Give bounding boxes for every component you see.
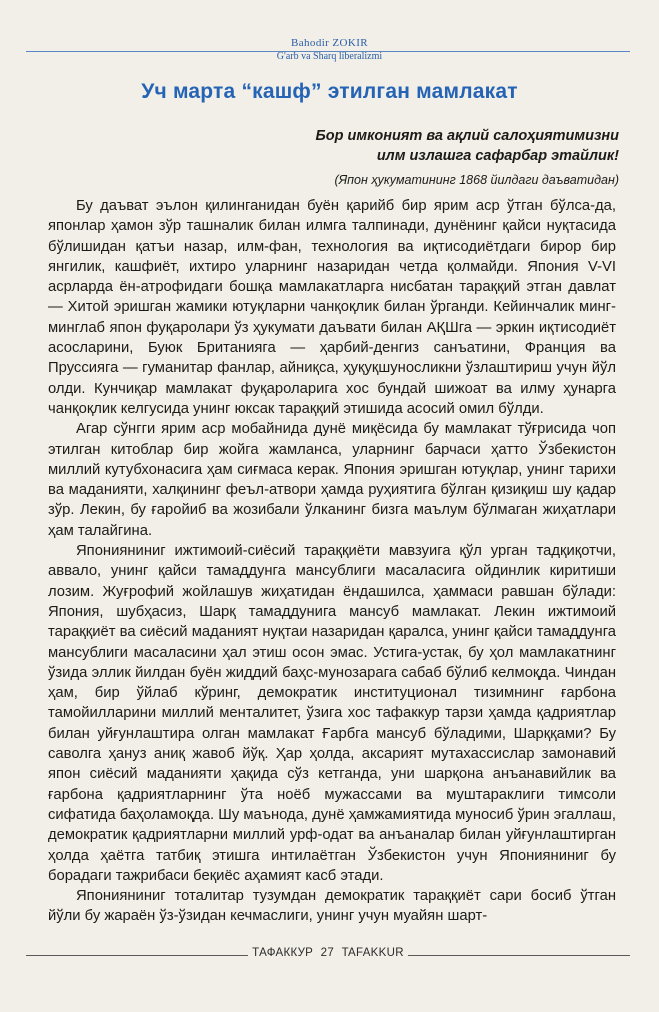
footer-label [26, 947, 630, 959]
article-title: Уч марта “кашф” этилган мамлакат [141, 80, 518, 103]
epigraph-line-1: Бор имконият ва ақлий салоҳиятимизни [315, 128, 619, 144]
page-footer [26, 947, 630, 963]
footer-magazine-cyrillic: ТАФАККУР [252, 947, 314, 959]
running-head-book-title: G'arb va Sharq liberalizmi [276, 51, 383, 62]
epigraph-quote [259, 126, 619, 166]
epigraph [259, 126, 619, 188]
running-head [0, 37, 659, 63]
paragraph-3: Японияниниг ижтимоий-сиёсий тараққиёти мавзуига қўл урган тадқиқотчи, аввало, унинг қайси тамаддунга мансублиги масаласига ойдинлик киритиши лозим. Жуғрофий жойлашув жиҳатидан ёндашилса, ҳаммаси равшан бўлади: Япония, шубҳасиз, Шарқ тамаддунига мансуб мамлакат. Лекин ижтимоий тараққиёт ва сиёсий маданият нуқтаи назаридан қаралса, унинг қайси тамаддунга мансублиги масаласини ҳал этиш осон эмас. Устига-устак, бу ҳол мамлакатнинг ўзида эллик йилдан буён жиддий баҳс-мунозарага сабаб бўлиб келмоқда. Чиндан ҳам, бир ўйлаб кўринг, демократик институционал тизимнинг ғарбона тамойилларини миллий менталитет, ўзига хос тафаккур тарзи ҳамда қадриятлар билан уйғунлаштира олган мамлакат Ғарбга мансуб бўладими, Шарққами? Бу саволга ҳануз аниқ жавоб йўқ. Ҳар ҳолда, аксарият мутахассислар замонавий япон сиёсий маданияти ҳақида сўз кетганда, уни шарқона анъанавийлик ва ғарбона қадриятларнинг ўта ноёб мужассами ва муштараклиги тимсоли сифатида баҳоламоқда. Шу маънода, дунё ҳамжамиятида муносиб ўрин эгаллаш, демократик қадриятларни миллий урф-одат ва анъаналар билан уйғунлаштирган ҳолда ҳаётга татбиқ этишга интилаётган Ўзбекистон учун Японияниниг бу борадаги тажрибаси беқиёс аҳамият касб этади. [48, 543, 616, 884]
paragraph-4: Японияниниг тоталитар тузумдан демократик тараққиёт сари босиб ўтган йўли бу жараён ўз-ўзидан кечмаслиги, унинг учун муайян шарт- [48, 888, 616, 925]
running-head-author: Bahodir ZOKIR [291, 37, 368, 49]
epigraph-line-2: илм излашга сафарбар этайлик! [376, 148, 619, 164]
epigraph-source: (Япон ҳукуматининг 1868 йилдаги даъватидан) [334, 173, 619, 187]
page-number: 27 [320, 947, 335, 959]
footer-magazine-latin: TAFAKKUR [341, 947, 404, 959]
article-body [48, 196, 616, 927]
paragraph-2: Агар сўнгги ярим аср мобайнида дунё миқёсида бу мамлакат тўғрисида чоп этилган китоблар бир жойга жамланса, уларнинг барчаси ҳатто Ўзбекистон миллий кутубхонасига ҳам сиғмаса керак. Япония эришган ютуқлар, унинг тарихи ва маданияти, халқининг феъл-атвори ҳамда руҳиятига бўлган қизиқиш шу қадар зўр. Лекин, бу ғаройиб ва жозибали ўлканинг бизга маълум бўлмаган жиҳатлари ҳам талайгина. [48, 421, 616, 539]
paragraph-1: Бу даъват эълон қилинганидан буён қарийб бир ярим аср ўтган бўлса-да, японлар ҳамон зўр ташналик билан илмга талпинади, дунёнинг қайси нуқтасида бўлишидан қатъи назар, илм-фан, технология ва иқтисодиётдаги бирор бир янгилик, кашфиёт, ихтиро уларнинг назаридан четда қолмайди. Япония V-VI асрларда ён-атрофидаги бошқа мамлакатларга нисбатан тараққий этган давлат — Хитой эришган жамики ютуқларни чанқоқлик билан ўрганди. Кейинчалик минг-минглаб япон фуқаролари ўз ҳукумати даъвати билан АҚШга — эркин иқтисодиёт асосларини, Буюк Британияга — ҳарбий-денгиз санъатини, Франция ва Пруссияга — гуманитар фанлар, айниқса, ҳуқуқшуносликни ўзлаштириш учун йўл олди. Кунчиқар мамлакат фуқароларига хос бундай шижоат ва илму ҳунарга чанқоқлик келгусида унинг юксак тараққий этишида асосий омил бўлди. [48, 198, 616, 417]
header-divider [26, 51, 630, 52]
